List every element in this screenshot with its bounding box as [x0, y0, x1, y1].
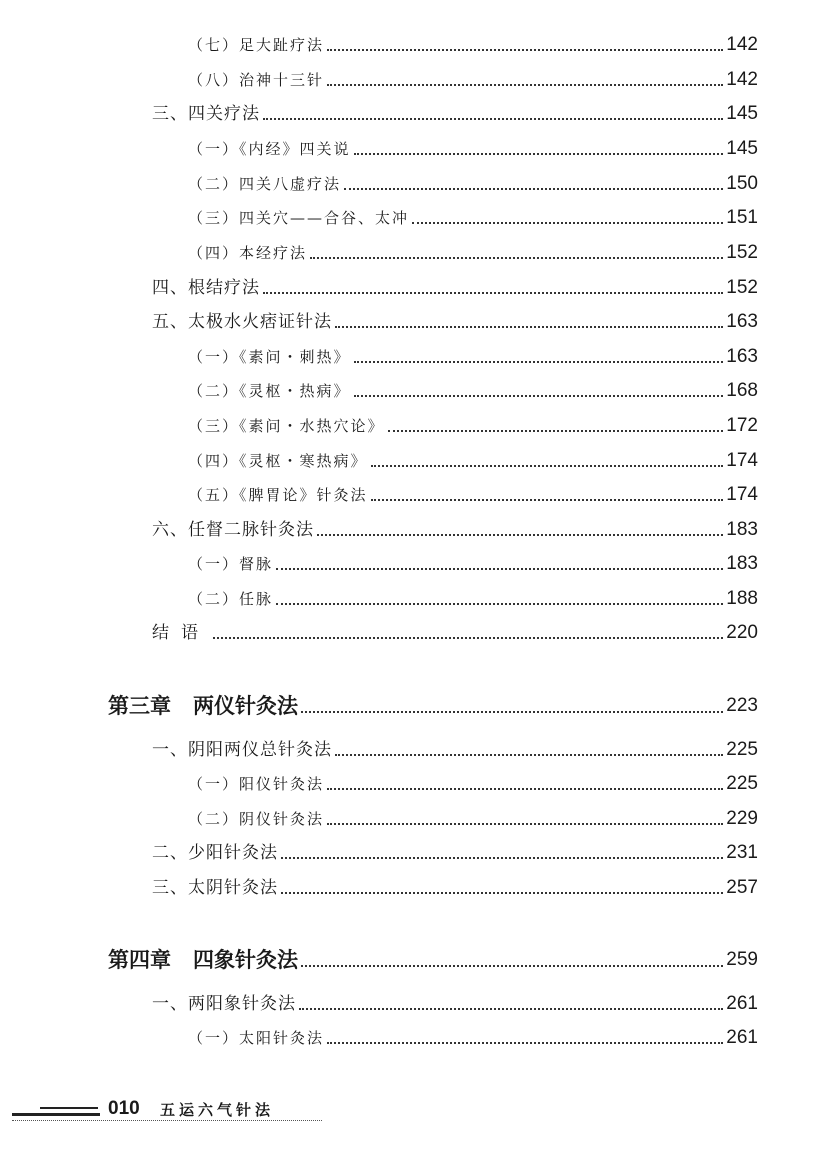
toc-entry-label: 五、太极水火痞证针法: [152, 312, 332, 332]
toc-entry-page: 261: [726, 993, 758, 1014]
toc-chapter-heading[interactable]: [108, 944, 758, 976]
toc-entry-page: 168: [726, 380, 758, 401]
toc-entry-label: （二）《灵枢・热病》: [188, 382, 351, 400]
toc-entry-page: 142: [726, 69, 758, 90]
toc-entry[interactable]: [188, 771, 758, 797]
toc-leader-dots: [327, 823, 723, 825]
toc-leader-dots: [263, 118, 723, 120]
toc-entry[interactable]: [188, 67, 758, 93]
chapter-number: 第四章: [108, 947, 171, 972]
toc-leader-dots: [327, 84, 723, 86]
toc-entry-page: 259: [726, 949, 758, 970]
toc-chapter-heading[interactable]: [108, 690, 758, 722]
footer-page-number: 010: [108, 1098, 140, 1119]
toc-entry-page: 225: [726, 739, 758, 760]
toc-entry-label: （二）阴仪针灸法: [188, 810, 325, 828]
toc-entry-page: 142: [726, 34, 758, 55]
footer-book-title: 五运六气针法: [160, 1101, 275, 1119]
toc-entry-page: 163: [726, 311, 758, 332]
toc-leader-dots: [276, 603, 723, 605]
toc-entry-page: 163: [726, 346, 758, 367]
toc-entry-page: 150: [726, 173, 758, 194]
toc-leader-dots: [344, 188, 723, 190]
toc-entry-label: （一）阳仪针灸法: [188, 775, 325, 793]
toc-leader-dots: [263, 292, 723, 294]
chapter-label: [108, 690, 298, 722]
toc-leader-dots: [327, 788, 723, 790]
toc-leader-dots: [301, 711, 723, 713]
toc-entry-label: （二）任脉: [188, 590, 274, 608]
toc-entry-label: 四、根结疗法: [152, 278, 260, 298]
toc-entry-page: 188: [726, 588, 758, 609]
toc-leader-dots: [335, 754, 723, 756]
toc-entry[interactable]: [188, 171, 758, 197]
toc-entry[interactable]: [188, 586, 758, 612]
toc-entry-label: 三、太阴针灸法: [152, 878, 278, 898]
toc-entry-page: 183: [726, 519, 758, 540]
toc-entry-page: 174: [726, 450, 758, 471]
toc-entry[interactable]: [188, 240, 758, 266]
toc-entry[interactable]: [152, 737, 758, 763]
toc-entry[interactable]: [152, 840, 758, 866]
toc-entry-label: （一）《内经》四关说: [188, 140, 351, 158]
toc-entry-page: 225: [726, 773, 758, 794]
chapter-number: 第三章: [108, 693, 171, 718]
toc-leader-dots: [371, 499, 724, 501]
toc-leader-dots: [281, 892, 723, 894]
toc-entry-label: （三）《素问・水热穴论》: [188, 417, 385, 435]
toc-entry[interactable]: [152, 275, 758, 301]
toc-leader-dots: [412, 222, 723, 224]
footer-dotted-rule: [12, 1120, 322, 1121]
toc-entry-page: 152: [726, 277, 758, 298]
toc-entry-page: 174: [726, 484, 758, 505]
toc-entry-page: 151: [726, 207, 758, 228]
toc-leader-dots: [371, 465, 724, 467]
toc-leader-dots: [281, 857, 723, 859]
toc-entry-label: （七）足大趾疗法: [188, 36, 325, 54]
toc-leader-dots: [354, 395, 724, 397]
toc-entry-page: 152: [726, 242, 758, 263]
toc-entry[interactable]: [188, 136, 758, 162]
toc-entry[interactable]: [188, 551, 758, 577]
toc-entry-label: 结语: [152, 623, 210, 643]
toc-entry-label: 六、任督二脉针灸法: [152, 520, 314, 540]
toc-entry[interactable]: [152, 309, 758, 335]
toc-entry[interactable]: [152, 620, 758, 646]
toc-leader-dots: [388, 430, 724, 432]
toc-leader-dots: [335, 326, 723, 328]
toc-entry-label: （一）督脉: [188, 555, 274, 573]
toc-entry-label: （四）本经疗法: [188, 244, 308, 262]
toc-entry-label: （四）《灵枢・寒热病》: [188, 452, 368, 470]
toc-entry-page: 220: [726, 622, 758, 643]
toc-entry[interactable]: [152, 517, 758, 543]
toc-entry-label: （五）《脾胃论》针灸法: [188, 486, 368, 504]
toc-leader-dots: [301, 965, 723, 967]
toc-entry[interactable]: [188, 482, 758, 508]
toc-entry[interactable]: [188, 344, 758, 370]
toc-leader-dots: [354, 153, 724, 155]
toc-entry-page: 229: [726, 808, 758, 829]
toc-entry-label: （一）《素问・刺热》: [188, 348, 351, 366]
toc-entry-page: 145: [726, 103, 758, 124]
toc-entry-label: （一）太阳针灸法: [188, 1029, 325, 1047]
toc-entry-page: 261: [726, 1027, 758, 1048]
toc-entry[interactable]: [188, 1025, 758, 1051]
chapter-label: [108, 944, 298, 976]
chapter-title: 四象针灸法: [193, 947, 298, 972]
toc-entry[interactable]: [188, 378, 758, 404]
toc-entry-page: 172: [726, 415, 758, 436]
page-footer: [0, 1094, 840, 1134]
toc-entry-label: （三）四关穴——合谷、太冲: [188, 209, 410, 227]
toc-leader-dots: [317, 534, 723, 536]
toc-entry[interactable]: [188, 413, 758, 439]
toc-entry-page: 145: [726, 138, 758, 159]
toc-leader-dots: [327, 1042, 723, 1044]
toc-entry-label: （二）四关八虚疗法: [188, 175, 342, 193]
toc-entry-label: （八）治神十三针: [188, 71, 325, 89]
toc-leader-dots: [327, 49, 723, 51]
chapter-title: 两仪针灸法: [193, 693, 298, 718]
toc-entry-page: 223: [726, 695, 758, 716]
toc-entry-label: 二、少阳针灸法: [152, 843, 278, 863]
toc-leader-dots: [299, 1008, 723, 1010]
toc-entry-label: 一、两阳象针灸法: [152, 994, 296, 1014]
toc-leader-dots: [276, 568, 723, 570]
toc-leader-dots: [213, 637, 723, 639]
toc-entry-label: 一、阴阳两仪总针灸法: [152, 740, 332, 760]
toc-entry[interactable]: [188, 448, 758, 474]
toc-entry[interactable]: [152, 101, 758, 127]
toc-entry-page: 257: [726, 877, 758, 898]
toc-entry-page: 231: [726, 842, 758, 863]
toc-entry-page: 183: [726, 553, 758, 574]
toc-entry[interactable]: [152, 991, 758, 1017]
toc-entry-label: 三、四关疗法: [152, 104, 260, 124]
footer-decoration-bars: [40, 1107, 98, 1116]
toc-entry[interactable]: [188, 205, 758, 231]
toc-entry[interactable]: [188, 32, 758, 58]
toc-leader-dots: [354, 361, 724, 363]
toc-entry[interactable]: [152, 875, 758, 901]
toc-leader-dots: [310, 257, 723, 259]
toc-entry[interactable]: [188, 806, 758, 832]
